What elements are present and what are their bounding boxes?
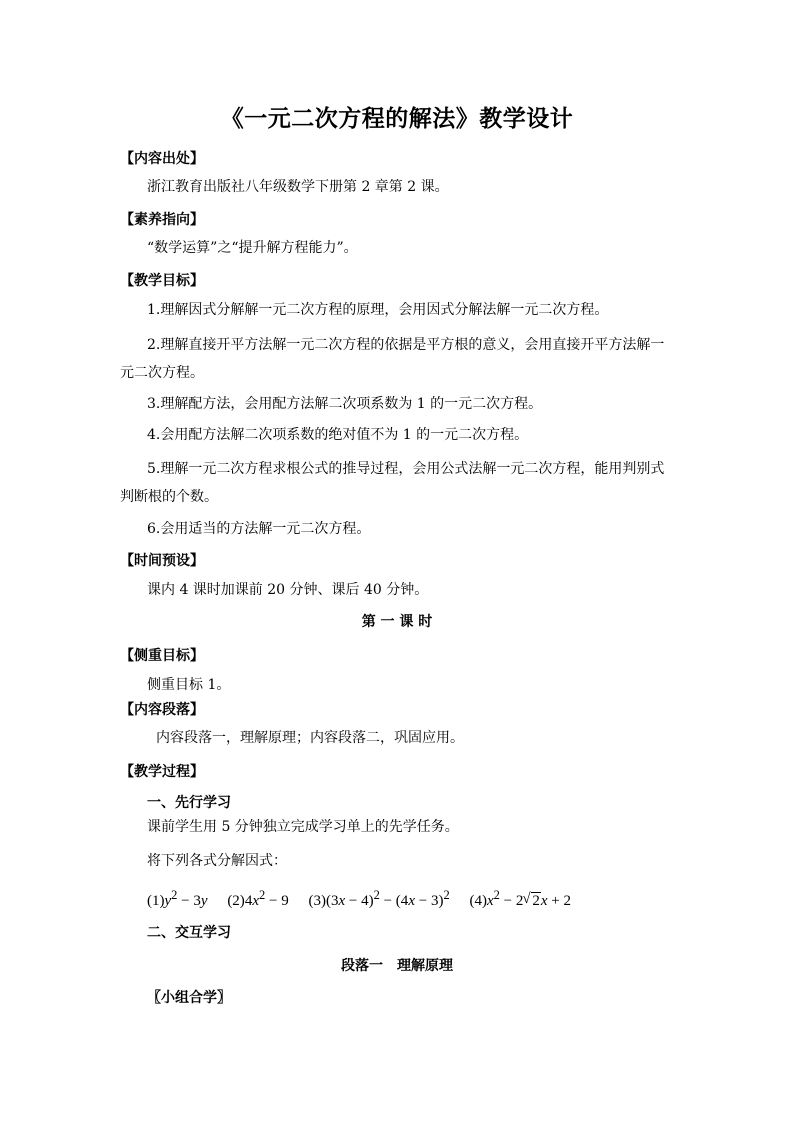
goal-item-4: 4.会用配方法解二次项系数的绝对值不为 1 的一元二次方程。 — [147, 427, 529, 443]
factor-task: 将下列各式分解因式： — [147, 853, 287, 869]
paragraphs-text: 内容段落一，理解原理；内容段落二，巩固应用。 — [156, 730, 464, 746]
heading-source: 【内容出处】 — [120, 151, 204, 167]
heading-focus: 【侧重目标】 — [120, 648, 204, 664]
goal-item-3: 3.理解配方法，会用配方法解二次项系数为 1 的一元二次方程。 — [147, 396, 543, 412]
formula-3: $(3)(3x - 4)^2 - (4x - 3)^2$ — [308, 888, 450, 909]
goal-item-6: 6.会用适当的方法解一元二次方程。 — [147, 521, 371, 537]
formula-4: $(4)x^2 - 2√$ 2x + 2 — [469, 893, 571, 909]
heading-time: 【时间预设】 — [120, 553, 204, 569]
goal-item-5-text: 5.理解一元二次方程求根公式的推导过程，会用公式法解一元二次方程，能用判别式判断根的个数。 — [120, 461, 665, 505]
step1-text: 课前学生用 5 分钟独立完成学习单上的先学任务。 — [147, 819, 459, 835]
formula-2: $(2)4x^2 - 9$ — [227, 888, 289, 909]
document-title: 《一元二次方程的解法》教学设计 — [220, 105, 574, 132]
formula-1: $(1)y^2 - 3y$ — [147, 888, 208, 909]
segment-title: 段落一 理解原理 — [341, 958, 453, 974]
time-text: 课内 4 课时加课前 20 分钟、课后 40 分钟。 — [147, 582, 429, 598]
formula-4-prefix: (4) — [469, 893, 487, 909]
formula-3-prefix: (3) — [308, 893, 326, 909]
goal-item-2-text: 2.理解直接开平方法解一元二次方程的依据是平方根的意义，会用直接开平方法解一元二次方程。 — [120, 337, 665, 381]
step2-title: 二、交互学习 — [147, 925, 231, 941]
heading-paragraphs: 【内容段落】 — [120, 702, 204, 718]
step1-title: 一、先行学习 — [147, 795, 231, 811]
group-heading: 〖小组合学〗 — [147, 990, 231, 1006]
lesson-title: 第 一 课 时 — [361, 614, 433, 630]
sqrt-symbol: √ 2 — [523, 891, 541, 911]
heading-literacy: 【素养指向】 — [120, 212, 204, 228]
goal-item-2 — [120, 331, 675, 387]
source-text: 浙江教育出版社八年级数学下册第 2 章第 2 课。 — [147, 179, 449, 195]
goal-item-1: 1.理解因式分解解一元二次方程的原理，会用因式分解法解一元二次方程。 — [147, 302, 609, 318]
heading-process: 【教学过程】 — [120, 764, 204, 780]
goal-item-5 — [120, 455, 675, 511]
formula-2-prefix: (2) — [227, 893, 245, 909]
formula-line — [147, 885, 571, 911]
heading-goals: 【教学目标】 — [120, 273, 204, 289]
formula-1-prefix: (1) — [147, 893, 165, 909]
literacy-text: “数学运算”之“提升解方程能力”。 — [147, 240, 358, 256]
focus-text: 侧重目标 1。 — [147, 677, 231, 693]
